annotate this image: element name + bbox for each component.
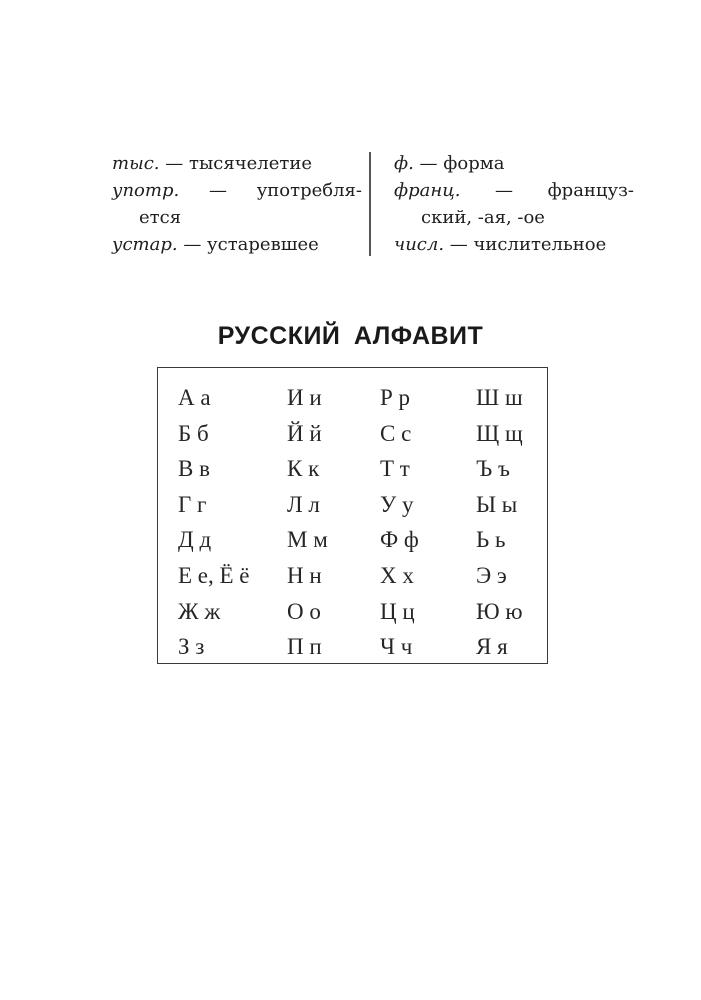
letter-pair: Х х — [380, 562, 414, 588]
dash: — — [165, 153, 184, 174]
dash: — — [495, 180, 514, 201]
abbreviation: устар. — [112, 234, 178, 255]
abbreviation-continuation: ский, -ая, -ое — [421, 207, 545, 228]
letter-pair: М м — [287, 527, 328, 553]
dash: — — [419, 153, 438, 174]
meaning: форма — [443, 153, 505, 174]
letter-pair: К к — [287, 456, 320, 482]
letter-pair: Т т — [380, 456, 410, 482]
abbreviation: ф. — [394, 153, 414, 174]
letter-pair: В в — [178, 456, 210, 482]
letter-pair: Ш ш — [476, 385, 523, 410]
alphabet-table — [157, 367, 548, 664]
letter-pair: Э э — [476, 562, 507, 588]
letter-pair: Д д — [178, 527, 212, 553]
letter-pair: Б б — [178, 420, 209, 446]
meaning: употребля- — [256, 180, 362, 201]
abbreviation-entry — [112, 177, 362, 204]
letter-pair: Щ щ — [476, 420, 523, 446]
column-divider — [369, 152, 371, 256]
letter-pair: Ж ж — [178, 598, 221, 624]
letter-pair: Н н — [287, 562, 322, 588]
letter-pair: Я я — [476, 634, 508, 660]
letter-pair: Л л — [287, 491, 320, 517]
alphabet-grid — [178, 380, 556, 665]
letter-pair: З з — [178, 634, 205, 660]
letter-pair: Ы ы — [476, 491, 518, 517]
dash: — — [449, 234, 468, 255]
letter-pair: Е е, Ё ё — [178, 562, 250, 588]
abbreviation-entry — [394, 177, 634, 204]
letter-pair: Ю ю — [476, 598, 523, 624]
letter-pair: Ф ф — [380, 527, 419, 553]
letter-pair: У у — [380, 491, 414, 517]
letter-pair: Ц ц — [380, 598, 415, 624]
meaning: числительное — [473, 234, 607, 255]
letter-pair: О о — [287, 598, 321, 624]
letter-pair: И и — [287, 385, 322, 410]
abbreviation-entry — [112, 231, 362, 258]
letter-pair: Ь ь — [476, 527, 506, 553]
abbreviation: франц. — [394, 180, 461, 201]
meaning: француз- — [547, 180, 634, 201]
meaning: тысячелетие — [189, 153, 312, 174]
alphabet-title: РУССКИЙ АЛФАВИТ — [217, 322, 484, 350]
dash: — — [183, 234, 202, 255]
abbreviation-entry — [394, 231, 634, 258]
dash: — — [208, 180, 227, 201]
letter-pair: Р р — [380, 385, 411, 410]
abbreviation: тыс. — [112, 153, 160, 174]
abbreviation-entry — [394, 150, 634, 177]
abbreviations-left-column — [112, 150, 362, 258]
letter-pair: Ч ч — [380, 634, 413, 660]
letter-pair: Ъ ъ — [476, 456, 510, 482]
abbreviation-entry — [112, 150, 362, 177]
letter-pair: Г г — [178, 491, 207, 517]
abbreviation-continuation: ется — [139, 207, 182, 228]
letter-pair: А а — [178, 385, 211, 410]
abbreviations-right-column — [394, 150, 634, 258]
abbreviation: употр. — [112, 180, 180, 201]
letter-pair: Й й — [287, 420, 322, 446]
letter-pair: С с — [380, 420, 412, 446]
meaning: устаревшее — [207, 234, 319, 255]
abbreviations-section — [112, 150, 632, 260]
abbreviation: числ. — [394, 234, 445, 255]
letter-pair: П п — [287, 634, 322, 660]
